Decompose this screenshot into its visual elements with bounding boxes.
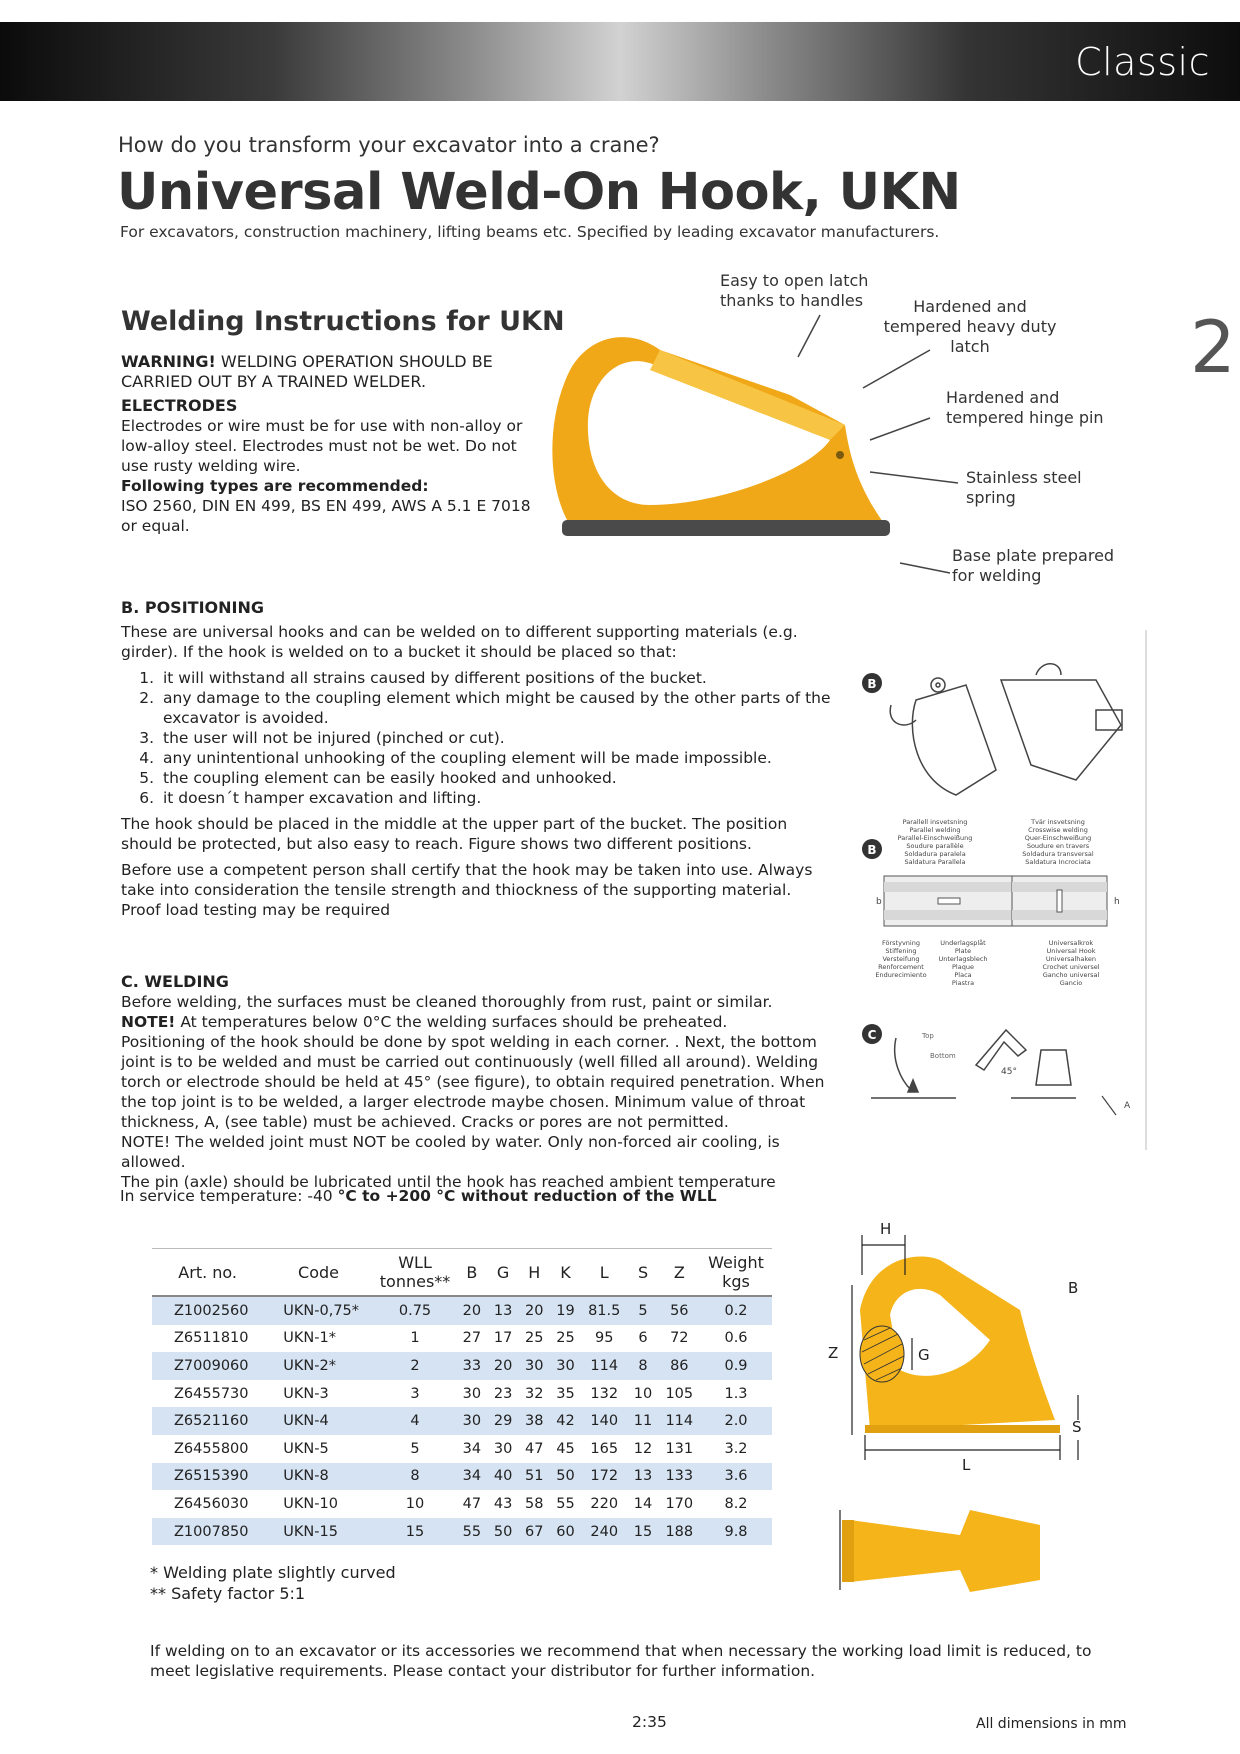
table-cell: 8.2 [724, 1495, 748, 1512]
page-number: 2:35 [632, 1713, 667, 1731]
table-row [152, 1490, 772, 1518]
table-cell: 12 [633, 1440, 653, 1457]
label-b2: B [867, 843, 877, 857]
table-cell: 5 [410, 1440, 420, 1457]
table-cell: 1 [410, 1330, 420, 1347]
col-art-no: Art. no. [152, 1249, 263, 1297]
table-cell: 0.2 [700, 1296, 772, 1325]
all-dimensions-note: All dimensions in mm [976, 1716, 1127, 1732]
callout-latch-handles: Easy to open latch thanks to handles [720, 271, 869, 310]
caption-line: Piastra [951, 979, 975, 987]
stiffening-caption [875, 939, 926, 979]
table-cell: 30 [462, 1385, 482, 1402]
table-cell: 13 [627, 1463, 658, 1491]
note-text: At temperatures below 0°C the welding surfaces should be preheated. [175, 1013, 728, 1031]
table-cell: Z1002560 [152, 1296, 263, 1325]
table-cell: 35 [556, 1385, 575, 1402]
spec-table-body [152, 1296, 772, 1545]
table-cell: 1.3 [724, 1385, 748, 1402]
welding-note-2: NOTE! The welded joint must NOT be cooled by water. Only non-forced air cooling, is allowed. [121, 1133, 780, 1171]
top-view-hook-shape [850, 1510, 1040, 1592]
table-cell: 172 [581, 1463, 627, 1491]
table-cell: UKN-0,75* [263, 1296, 373, 1325]
table-row [152, 1380, 772, 1408]
table-cell: UKN-1* [283, 1330, 336, 1347]
cross-caption [1022, 818, 1094, 866]
service-temperature [120, 1186, 717, 1206]
table-cell: 20 [519, 1296, 550, 1325]
table-cell: UKN-5 [283, 1440, 329, 1457]
list-item: 6. it doesn´t hamper excavation and lifting. [159, 788, 849, 808]
caption-line: Soudure parallèle [906, 842, 964, 850]
caption-line: Unterlagsblech [938, 955, 988, 963]
table-cell: 25 [556, 1330, 575, 1347]
table-cell: 9.8 [700, 1518, 772, 1546]
table-cell: 56 [659, 1296, 700, 1325]
positioning-para-1: The hook should be placed in the middle at the upper part of the bucket. The position should be protected, but also easy to reach. Figure shows two different positions. [121, 815, 788, 853]
dim-a-line [1102, 1096, 1116, 1115]
table-cell: 17 [493, 1330, 513, 1347]
advice-note: If welding on to an excavator or its accessories we recommend that when necessary the working load limit is reduced, to meet legislative requirements. Please contact your distributor for further information. [150, 1642, 1092, 1680]
positioning-intro: These are universal hooks and can be welded on to different supporting materials (e.g. girder). If the hook is welded on to a bucket it should be placed so that: [121, 623, 798, 661]
positioning-list [121, 668, 849, 808]
spec-table [152, 1248, 772, 1545]
table-cell: 10 [405, 1495, 425, 1512]
list-item: 2. any damage to the coupling element which might be caused by the other parts of the excavator is avoided. [159, 688, 849, 728]
top-view-plate-shape [842, 1520, 854, 1582]
welding-body: Positioning of the hook should be done by spot welding in each corner. . Next, the bottom joint is to be welded and must be carried out continuously (well filled all around). Welding torch or electrode should be held at 45° (see figure), to obtain required penetration. When the top joint is to be welded, a larger electrode maybe chosen. Minimum value of throat thickness, A, (see table) must be achieved. Cracks or pores are not permitted. [121, 1033, 825, 1131]
welding-section-heading: C. WELDING [121, 972, 229, 991]
table-cell: 20 [456, 1296, 487, 1325]
table-cell: 14 [633, 1495, 653, 1512]
table-cell: Z6521160 [152, 1407, 263, 1435]
callout-spring: Stainless steel spring [966, 468, 1082, 507]
table-cell: 6 [638, 1330, 648, 1347]
dim-l-label: L [962, 1456, 971, 1474]
table-cell: 42 [550, 1407, 581, 1435]
table-cell: 188 [659, 1518, 700, 1546]
electrodes-text: Electrodes or wire must be for use with non-alloy or low-alloy steel. Electrodes must not be wet. Do not use rusty welding wire. [121, 417, 523, 475]
table-cell: 38 [519, 1407, 550, 1435]
table-cell: 72 [670, 1330, 689, 1347]
bottom-label: Bottom [930, 1052, 956, 1060]
table-cell: 105 [665, 1385, 694, 1402]
service-prefix: In service temperature: -40 [120, 1187, 338, 1205]
weld-detail-left-shape [871, 1038, 956, 1098]
table-cell: 67 [519, 1518, 550, 1546]
table-cell: 51 [519, 1463, 550, 1491]
table-cell: 10 [633, 1385, 653, 1402]
hook-illustration [540, 310, 910, 600]
table-cell: 47 [525, 1440, 544, 1457]
table-cell: UKN-8 [263, 1463, 373, 1491]
table-cell: 60 [550, 1518, 581, 1546]
caption-line: Crochet universel [1042, 963, 1100, 971]
table-cell: 43 [493, 1495, 513, 1512]
col-z: Z [659, 1249, 700, 1297]
table-cell: 32 [525, 1385, 544, 1402]
dim-z-label: Z [828, 1344, 839, 1362]
caption-line: Parallell insvetsning [902, 818, 968, 826]
table-cell: 2.0 [700, 1407, 772, 1435]
table-cell: 132 [590, 1385, 619, 1402]
caption-line: Plaque [952, 963, 974, 971]
table-cell: 19 [550, 1296, 581, 1325]
caption-line: Crosswise welding [1028, 826, 1088, 834]
table-cell: 114 [659, 1407, 700, 1435]
table-cell: 34 [462, 1440, 482, 1457]
table-cell: 3 [410, 1385, 420, 1402]
table-row [152, 1325, 772, 1353]
welding-line-1: Before welding, the surfaces must be cleaned thoroughly from rust, paint or similar. [121, 993, 773, 1011]
table-cell: 33 [456, 1352, 487, 1380]
table-cell: 30 [493, 1440, 513, 1457]
table-cell: 240 [581, 1518, 627, 1546]
table-cell: 55 [556, 1495, 575, 1512]
section-number: 2 [1190, 305, 1236, 389]
plate-parallel-shape [884, 876, 1014, 926]
plate-caption [938, 938, 987, 987]
dim-g-label: G [918, 1346, 930, 1364]
welding-figure [846, 630, 1148, 1150]
caption-line: Universalhaken [1045, 955, 1097, 963]
list-item: 1. it will withstand all strains caused by different positions of the bucket. [159, 668, 849, 688]
footnote-2: ** Safety factor 5:1 [150, 1584, 306, 1603]
table-row [152, 1463, 772, 1491]
welding-pin: The pin (axle) should be lubricated until the hook has reached ambient temperature [121, 1173, 776, 1191]
table-cell: 23 [493, 1385, 513, 1402]
recommended-text: ISO 2560, DIN EN 499, BS EN 499, AWS A 5.1 E 7018 or equal. [121, 497, 531, 535]
table-cell: Z1007850 [152, 1518, 263, 1546]
table-cell: Z6456030 [174, 1495, 249, 1512]
table-cell: 0.9 [700, 1352, 772, 1380]
header-banner [0, 22, 1240, 101]
plate-cross-shape [1012, 876, 1107, 926]
caption-line: Tvär insvetsning [1031, 818, 1085, 826]
table-cell: 133 [659, 1463, 700, 1491]
table-row [152, 1352, 772, 1380]
label-c: C [867, 1028, 877, 1042]
list-item: 5. the coupling element can be easily hooked and unhooked. [159, 768, 849, 788]
table-cell: 34 [456, 1463, 487, 1491]
table-cell: 95 [595, 1330, 614, 1347]
table-cell: 40 [487, 1463, 518, 1491]
table-row [152, 1518, 772, 1546]
list-item: 4. any unintentional unhooking of the coupling element will be made impossible. [159, 748, 849, 768]
table-cell: 58 [525, 1495, 544, 1512]
table-cell: 5 [627, 1296, 658, 1325]
caption-line: Endurecimiento [875, 971, 927, 979]
caption-line: Plate [954, 947, 972, 955]
col-weight: Weight kgs [700, 1249, 772, 1297]
page-title: Universal Weld-On Hook, UKN [117, 163, 961, 222]
caption-line: Gancho universal [1042, 971, 1100, 979]
table-cell: 4 [374, 1407, 457, 1435]
caption-line: Universal Hook [1046, 947, 1096, 955]
list-item: 3. the user will not be injured (pinched or cut). [159, 728, 849, 748]
table-cell: Z7009060 [152, 1352, 263, 1380]
table-row [152, 1435, 772, 1463]
table-cell: UKN-3 [283, 1385, 329, 1402]
dim-b-label: B [1068, 1279, 1079, 1297]
caption-line: Saldatura Parallela [904, 858, 966, 866]
hinge-pin-shape [836, 451, 844, 459]
table-cell: UKN-15 [263, 1518, 373, 1546]
caption-line: Saldatura Incrociata [1025, 858, 1091, 866]
positioning-heading: B. POSITIONING [121, 598, 264, 617]
note-label: NOTE! [121, 1013, 176, 1031]
caption-line: Parallel-Einschweißung [897, 834, 973, 842]
caption-line: Stiffening [885, 947, 917, 955]
col-l: L [581, 1249, 627, 1297]
table-cell: 30 [519, 1352, 550, 1380]
page-subtitle: For excavators, construction machinery, lifting beams etc. Specified by leading excavator manufacturers. [120, 223, 940, 241]
warning [121, 352, 541, 392]
table-cell: 165 [590, 1440, 619, 1457]
warning-label: WARNING! [121, 352, 216, 371]
table-cell: 220 [590, 1495, 619, 1512]
table-cell: UKN-4 [263, 1407, 373, 1435]
dim-s-label: S [1072, 1418, 1082, 1436]
dim-base-plate-shape [865, 1425, 1060, 1433]
caption-line: Förstyvning [882, 939, 920, 947]
table-cell: 3.2 [724, 1440, 748, 1457]
table-cell: Z6511810 [174, 1330, 249, 1347]
table-cell: 13 [487, 1296, 518, 1325]
section-title: Classic [1075, 40, 1210, 84]
base-plate-shape [562, 520, 890, 536]
hook-caption [1042, 939, 1099, 987]
callout-hinge-pin: Hardened and tempered hinge pin [946, 388, 1104, 427]
welding-heading: Welding Instructions for UKN [121, 306, 565, 337]
table-cell: 20 [487, 1352, 518, 1380]
footnote-1: * Welding plate slightly curved [150, 1563, 396, 1582]
welding-section [121, 972, 841, 1192]
col-b: B [456, 1249, 487, 1297]
parallel-caption [898, 818, 973, 866]
warning-text: WELDING OPERATION SHOULD BE CARRIED OUT BY A TRAINED WELDER. [121, 352, 493, 391]
table-cell: UKN-2* [263, 1352, 373, 1380]
table-cell: 114 [581, 1352, 627, 1380]
caption-line: Versteifung [882, 955, 920, 963]
table-cell: 27 [462, 1330, 482, 1347]
table-cell: 0.6 [724, 1330, 748, 1347]
top-label: Top [922, 1032, 934, 1040]
table-cell: 86 [659, 1352, 700, 1380]
dim-b-label: b [876, 897, 882, 907]
caption-line: Universalkrok [1048, 939, 1094, 947]
label-b: B [867, 677, 877, 691]
table-cell: 11 [627, 1407, 658, 1435]
dimension-diagram [820, 1220, 1100, 1600]
table-cell: Z6515390 [152, 1463, 263, 1491]
caption-line: Underlagsplåt [940, 939, 986, 947]
caption-line: Placa [954, 971, 972, 979]
col-wll: WLL tonnes** [374, 1249, 457, 1297]
caption-line: Gancio [1059, 979, 1083, 987]
page-question: How do you transform your excavator into a crane? [118, 133, 660, 157]
table-cell: 45 [556, 1440, 575, 1457]
caption-line: Renforcement [878, 963, 924, 971]
col-h: H [519, 1249, 550, 1297]
table-cell: 0.75 [374, 1296, 457, 1325]
table-cell: 30 [550, 1352, 581, 1380]
table-cell: UKN-10 [283, 1495, 338, 1512]
table-cell: 81.5 [581, 1296, 627, 1325]
torch-shape [976, 1030, 1076, 1098]
table-cell: 3.6 [700, 1463, 772, 1491]
table-cell: 50 [487, 1518, 518, 1546]
welding-instructions [121, 352, 541, 536]
dim-a-label: A [1124, 1101, 1131, 1111]
table-cell: 8 [627, 1352, 658, 1380]
table-cell: 131 [665, 1440, 694, 1457]
callout-base-plate: Base plate prepared for welding [952, 546, 1115, 585]
col-s: S [627, 1249, 658, 1297]
table-cell: 30 [456, 1407, 487, 1435]
col-code: Code [263, 1249, 373, 1297]
table-cell: 50 [550, 1463, 581, 1491]
table-cell: 2 [374, 1352, 457, 1380]
caption-line: Soldadura transversal [1022, 850, 1094, 858]
recommended-label: Following types are recommended: [121, 477, 429, 495]
caption-line: Parallel welding [909, 826, 961, 834]
bucket-right-shape [1001, 664, 1122, 780]
table-cell: Z6455730 [174, 1385, 249, 1402]
service-range: °C to +200 °C without reduction of the WLL [337, 1187, 717, 1205]
caption-line: Soldadura paralela [904, 850, 966, 858]
caption-line: Quer-Einschweißung [1024, 834, 1092, 842]
table-cell: 170 [665, 1495, 694, 1512]
col-g: G [487, 1249, 518, 1297]
table-cell: 8 [374, 1463, 457, 1491]
angle-label: 45° [1001, 1067, 1017, 1077]
col-k: K [550, 1249, 581, 1297]
positioning-para-2: Before use a competent person shall certify that the hook may be taken into use. Always take into consideration the tensile strength and thiockness of the supporting material. Proof load testing may be required [121, 861, 813, 919]
dim-h-label: h [1114, 897, 1120, 907]
dim-h-label: H [880, 1220, 892, 1238]
caption-line: Soudure en travers [1026, 842, 1090, 850]
table-cell: 15 [627, 1518, 658, 1546]
table-cell: 47 [462, 1495, 482, 1512]
welding-note-1 [121, 1012, 841, 1032]
callout-hardened-latch: Hardened and tempered heavy duty latch [883, 297, 1057, 356]
table-row [152, 1296, 772, 1325]
table-cell: Z6455800 [174, 1440, 249, 1457]
table-cell: 25 [525, 1330, 544, 1347]
electrodes-heading: ELECTRODES [121, 396, 238, 415]
table-cell: 15 [374, 1518, 457, 1546]
table-cell: 140 [581, 1407, 627, 1435]
table-cell: 29 [487, 1407, 518, 1435]
table-cell: 55 [456, 1518, 487, 1546]
bucket-left-shape [890, 678, 996, 795]
table-row [152, 1407, 772, 1435]
table-header-row [152, 1249, 772, 1297]
